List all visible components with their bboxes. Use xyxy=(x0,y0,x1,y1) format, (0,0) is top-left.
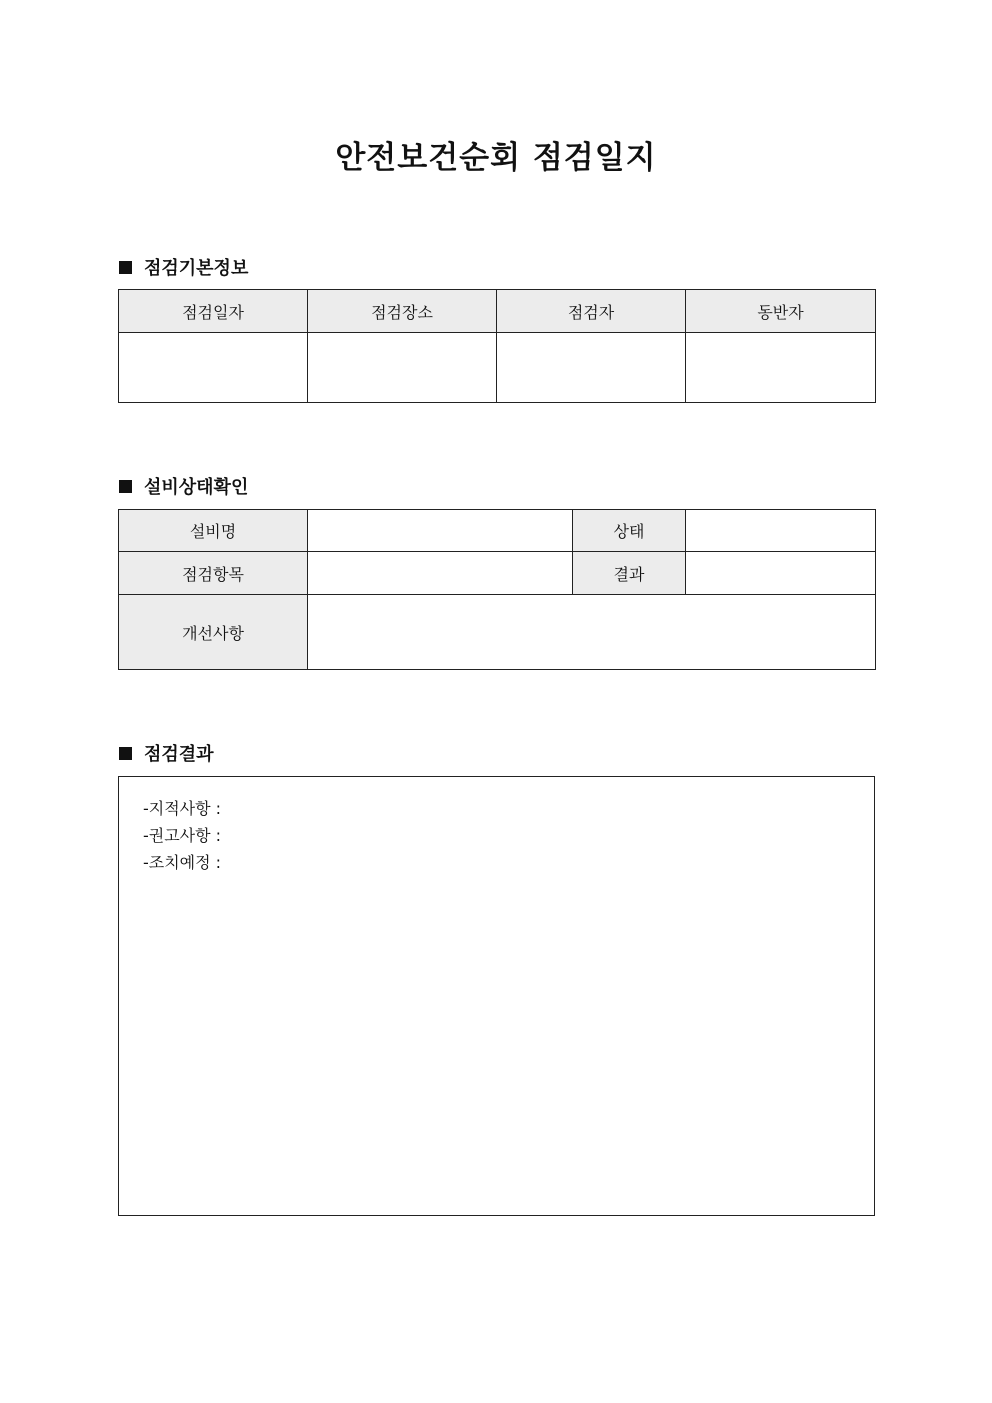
section-heading-label: 설비상태확인 xyxy=(144,477,249,498)
square-bullet-icon xyxy=(119,747,132,760)
section-heading-result xyxy=(119,740,214,766)
label-equipment-name: 설비명 xyxy=(119,510,308,552)
label-inspection-item: 점검항목 xyxy=(119,552,308,595)
section-heading-basic-info xyxy=(119,254,248,280)
inspection-result-box[interactable] xyxy=(118,776,875,1216)
section-heading-equipment xyxy=(119,473,248,499)
header-inspection-date: 점검일자 xyxy=(119,290,308,333)
inspection-item-field[interactable] xyxy=(308,552,573,595)
result-line-recommendations: -권고사항 : xyxy=(143,826,222,845)
basic-info-table xyxy=(118,289,876,403)
document-title: 안전보건순회 점검일지 xyxy=(335,140,657,176)
header-inspector: 점검자 xyxy=(497,290,686,333)
result-line-planned-actions: -조치예정 : xyxy=(143,853,222,872)
label-result: 결과 xyxy=(573,552,686,595)
inspector-field[interactable] xyxy=(497,333,686,403)
label-improvements: 개선사항 xyxy=(119,595,308,670)
square-bullet-icon xyxy=(119,480,132,493)
header-inspection-place: 점검장소 xyxy=(308,290,497,333)
equipment-name-field[interactable] xyxy=(308,510,573,552)
label-status: 상태 xyxy=(573,510,686,552)
section-heading-label: 점검기본정보 xyxy=(144,258,249,279)
companion-field[interactable] xyxy=(686,333,876,403)
inspection-place-field[interactable] xyxy=(308,333,497,403)
equipment-table xyxy=(118,509,876,670)
header-companion: 동반자 xyxy=(686,290,876,333)
result-line-findings: -지적사항 : xyxy=(143,799,222,818)
section-heading-label: 점검결과 xyxy=(144,744,214,765)
result-lines xyxy=(143,795,221,876)
result-field[interactable] xyxy=(686,552,876,595)
improvements-field[interactable] xyxy=(308,595,876,670)
inspection-date-field[interactable] xyxy=(119,333,308,403)
status-field[interactable] xyxy=(686,510,876,552)
square-bullet-icon xyxy=(119,261,132,274)
